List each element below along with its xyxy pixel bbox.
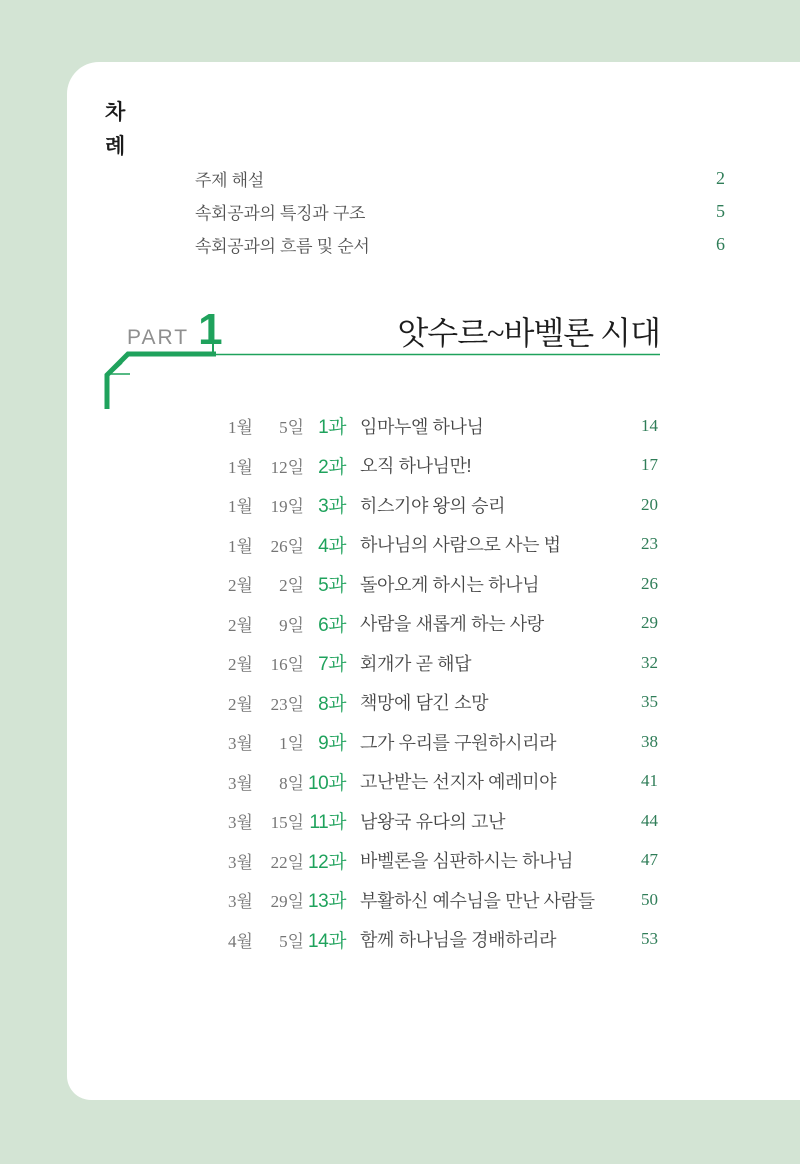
part-label: PART <box>127 326 190 349</box>
intro-item-label: 속회공과의 특징과 구조 <box>195 204 366 223</box>
intro-item <box>195 228 725 261</box>
lesson-row <box>228 920 658 960</box>
lesson-number: 5과 <box>318 575 346 597</box>
lesson-title: 함께 하나님을 경배하리라 <box>360 930 557 951</box>
lesson-row <box>228 762 658 802</box>
intro-item-label: 주제 해설 <box>195 171 264 190</box>
lesson-row <box>228 564 658 604</box>
lesson-row <box>228 643 658 683</box>
intro-item-page-number: 5 <box>716 201 725 221</box>
lesson-date <box>228 690 304 715</box>
intro-item <box>195 195 725 228</box>
lesson-page-number: 26 <box>641 573 658 593</box>
lesson-date-day: 12일 <box>270 457 304 477</box>
lesson-title: 부활하신 예수님을 만난 사람들 <box>360 890 595 911</box>
lesson-page-number: 17 <box>641 455 658 475</box>
lesson-row <box>228 525 658 565</box>
lesson-date <box>228 532 304 557</box>
intro-item-label: 속회공과의 흐름 및 순서 <box>195 237 370 256</box>
lesson-date-day: 22일 <box>270 852 304 872</box>
toc-title: 차례 <box>105 101 128 158</box>
intro-item <box>195 162 725 195</box>
lesson-title: 하나님의 사람으로 사는 법 <box>360 535 561 556</box>
lesson-list <box>228 406 658 959</box>
lesson-number: 7과 <box>318 654 346 676</box>
lesson-number: 3과 <box>318 496 346 518</box>
lesson-row <box>228 485 658 525</box>
part-fold-decoration <box>90 325 665 415</box>
lesson-date <box>228 571 304 596</box>
lesson-title: 책망에 담긴 소망 <box>360 693 489 714</box>
lesson-row <box>228 604 658 644</box>
lesson-title: 그가 우리를 구원하시리라 <box>360 732 557 753</box>
part-title: 앗수르~바벨론 시대 <box>397 315 660 351</box>
lesson-date-day: 23일 <box>270 694 304 714</box>
lesson-title: 임마누엘 하나님 <box>360 416 484 437</box>
lesson-page-number: 35 <box>641 692 658 712</box>
lesson-title: 돌아오게 하시는 하나님 <box>360 574 540 595</box>
lesson-date-month: 1월 <box>228 536 253 556</box>
lesson-date-month: 3월 <box>228 734 253 754</box>
lesson-number: 12과 <box>308 851 346 873</box>
lesson-date-day: 5일 <box>279 418 304 438</box>
lesson-date-day: 1일 <box>279 734 304 754</box>
lesson-row <box>228 406 658 446</box>
lesson-date <box>228 611 304 636</box>
lesson-date-month: 3월 <box>228 852 253 872</box>
lesson-date <box>228 887 304 912</box>
lesson-date-month: 2월 <box>228 576 253 596</box>
lesson-page-number: 53 <box>641 929 658 949</box>
lesson-row <box>228 801 658 841</box>
lesson-page-number: 23 <box>641 534 658 554</box>
lesson-date-day: 19일 <box>270 497 304 517</box>
lesson-date-month: 4월 <box>228 931 253 951</box>
lesson-number: 9과 <box>318 733 346 755</box>
lesson-date-month: 2월 <box>228 694 253 714</box>
lesson-number: 1과 <box>318 417 346 439</box>
lesson-row <box>228 683 658 723</box>
lesson-date-month: 3월 <box>228 773 253 793</box>
lesson-page-number: 41 <box>641 771 658 791</box>
lesson-number: 8과 <box>318 693 346 715</box>
lesson-date <box>228 848 304 873</box>
lesson-title: 회개가 곧 해답 <box>360 653 472 674</box>
lesson-date-day: 9일 <box>279 615 304 635</box>
lesson-number: 14과 <box>308 930 346 952</box>
lesson-title: 히스기야 왕의 승리 <box>360 495 506 516</box>
lesson-date-day: 8일 <box>279 773 304 793</box>
intro-item-page-number: 6 <box>716 234 725 254</box>
lesson-date-day: 15일 <box>270 813 304 833</box>
lesson-date-day: 26일 <box>270 536 304 556</box>
lesson-number: 2과 <box>318 456 346 478</box>
lesson-date-month: 3월 <box>228 813 253 833</box>
lesson-date <box>228 927 304 952</box>
lesson-title: 고난받는 선지자 예레미야 <box>360 772 557 793</box>
lesson-date-month: 2월 <box>228 655 253 675</box>
lesson-page-number: 14 <box>641 415 658 435</box>
lesson-date <box>228 413 304 438</box>
lesson-row <box>228 880 658 920</box>
lesson-title: 오직 하나님만! <box>360 456 472 477</box>
lesson-date-day: 5일 <box>279 931 304 951</box>
lesson-date <box>228 769 304 794</box>
lesson-row <box>228 841 658 881</box>
toc-page-card <box>67 62 800 1100</box>
intro-list <box>195 162 725 261</box>
lesson-title: 남왕국 유다의 고난 <box>360 811 506 832</box>
part-number: 1 <box>198 305 223 354</box>
lesson-page-number: 50 <box>641 889 658 909</box>
lesson-date-day: 2일 <box>279 576 304 596</box>
lesson-date <box>228 492 304 517</box>
lesson-date-month: 2월 <box>228 615 253 635</box>
lesson-date-day: 29일 <box>270 892 304 912</box>
lesson-date <box>228 729 304 754</box>
lesson-number: 11과 <box>309 812 346 834</box>
lesson-number: 6과 <box>318 614 346 636</box>
lesson-page-number: 20 <box>641 494 658 514</box>
lesson-date-day: 16일 <box>270 655 304 675</box>
lesson-date-month: 1월 <box>228 457 253 477</box>
lesson-page-number: 47 <box>641 850 658 870</box>
lesson-title: 사람을 새롭게 하는 사랑 <box>360 614 544 635</box>
lesson-date-month: 1월 <box>228 418 253 438</box>
lesson-date <box>228 808 304 833</box>
lesson-date-month: 3월 <box>228 892 253 912</box>
lesson-number: 13과 <box>308 891 346 913</box>
lesson-number: 10과 <box>308 772 346 794</box>
lesson-row <box>228 446 658 486</box>
lesson-row <box>228 722 658 762</box>
lesson-title: 바벨론을 심판하시는 하나님 <box>360 851 574 872</box>
lesson-date-month: 1월 <box>228 497 253 517</box>
lesson-page-number: 29 <box>641 613 658 633</box>
intro-item-page-number: 2 <box>716 168 725 188</box>
lesson-page-number: 32 <box>641 652 658 672</box>
lesson-number: 4과 <box>318 535 346 557</box>
lesson-page-number: 44 <box>641 810 658 830</box>
lesson-date <box>228 650 304 675</box>
lesson-date <box>228 453 304 478</box>
lesson-page-number: 38 <box>641 731 658 751</box>
